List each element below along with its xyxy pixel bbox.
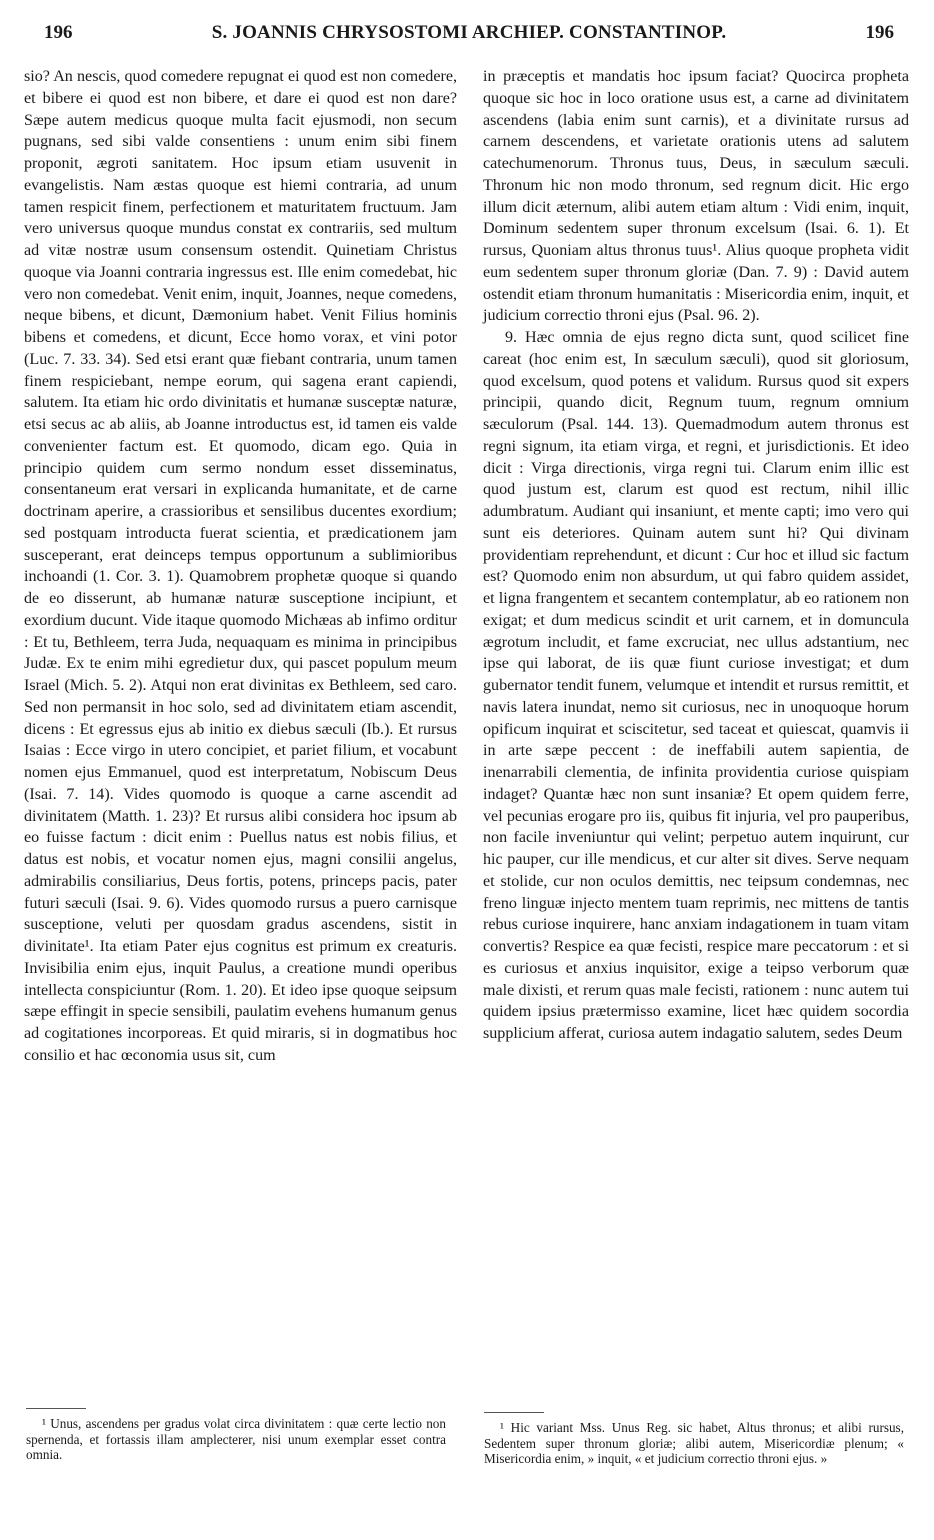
right-column-paragraph-2: 9. Hæc omnia de ejus regno dicta sunt, quod scilicet fine careat (hoc enim est, In sæculum sæculi), quod sit gloriosum, quod excelsum, quod potens et validum. Rursus quod sit expers principii, quando dicit, Regnum tuum, regnum omnium sæculorum (Psal. 144. 13). Quemadmodum autem thronus est regni signum, ita etiam virga, et regni, et jurisdictionis. Et ideo dicit : Virga directionis, virga regni tui. Clarum enim illic est quod justum est, clarum est quod est rectum, nihil illic adumbratum. Audiant qui insaniunt, et mente capti; imo vero qui sunt eis deteriores. Quinam autem sunt hi? Qui divinam providentiam reprehendunt, et dicunt : Cur hoc et illud sic factum est? Quomodo enim non absurdum, ut qui fabro quidem assidet, et ligna frangentem et secantem contemplatur, ab eo rationem non exigat; et dum medicus scindit et urit carnem, et in domuncula ægrotum includit, et fame excruciat, nec ullus adstantium, nec ipse qui laborat, de iis quæ fiunt curiose investigat; et dum gubernator tendit funem, velumque et intendit et rursus remittit, et navis latera inundat, nemo sit curiosus, nec in unoquoque horum opificum inquirat et sciscitetur, sed taceat et quiescat, quamvis ii in arte sæpe peccent : de ineffabili autem sapientia, de inenarrabili clementia, de infinita providentia curiose quispiam indaget? Quantæ hæc non sunt insaniæ? Et opem quidem ferre, vel pecunias erogare pro iis, quibus fit injuria, vel pro pauperibus, non facile inveniuntur qui velint; perpetuo autem inquirunt, cur hic pauper, cur ille mendicus, et cur alter sit dives. Serve nequam et stolide, cur non oculos demittis, nec teipsum condemnas, nec freno linguæ injecto mentem tuam reprimis, nec mittens de tantis rebus curiose inquirere, hanc anxiam indagationem in tuam vitam convertis? Respice ea quæ fecisti, respice mare peccatorum : et si es curiosus et anxius inquisitor, exige a teipso verborum quæ male dixisti, et rerum quas male fecisti, rationem : nunc autem tui quidem ipsius prætermisso examine, licet hæc quidem socordia supplicium afferat, curiosa autem indagatio salutem, sedes Deum: [483, 329, 909, 1042]
footnote-right: ¹ Hic variant Mss. Unus Reg. sic habet, Altus thronus; et alibi rursus, Sedentem super thronum gloriæ; alibi autem, Misericordiæ plenum; « Misericordia enim, » inquit, « et judicium correctio throni ejus. »: [484, 1420, 904, 1466]
running-title: S. JOANNIS CHRYSOSTOMI ARCHIEP. CONSTANTINOP.: [211, 22, 727, 43]
footnote-rule-left: [26, 1408, 86, 1409]
page-number-right: 196: [865, 22, 894, 43]
footnote-left: ¹ Unus, ascendens per gradus volat circa divinitatem : quæ certe lectio non spernenda, et fortassis illam amplecterer, nisi unum exemplar esset contra omnia.: [26, 1416, 446, 1462]
footnote-rule-right: [484, 1412, 544, 1413]
right-column: [483, 66, 909, 1045]
left-column: [24, 66, 457, 1067]
right-column-paragraph-1: in præceptis et mandatis hoc ipsum faciat? Quocirca propheta quoque sic hoc in loco oratione usus est, a carne ad divinitatem ascendens (labia enim sunt carnis), et a divinitate rursus ad carnem descendens, et varietate orationis utens ad salutem catechumenorum. Thronus tuus, Deus, in sæculum sæculi. Thronum hic non modo thronum, sed regnum dicit. Hic ergo illum dicit æternum, alibi autem etiam altum : Vidi enim, inquit, Dominum sedentem super thronum excelsum (Isai. 6. 1). Et rursus, Quoniam altus thronus tuus¹. Alius quoque propheta vidit eum sedentem super thronum gloriæ (Dan. 7. 9) : David autem ostendit etiam thronum humanitatis : Misericordia enim, inquit, et judicium correctio throni ejus (Psal. 96. 2).: [483, 68, 909, 325]
running-header: [44, 14, 894, 44]
page-number-left: 196: [44, 22, 73, 43]
left-column-text: sio? An nescis, quod comedere repugnat ei quod est non comedere, et bibere ei quod est non bibere, et dare ei quod est non dare? Sæpe autem medicus quoque multa facit ejusmodi, non secum pugnans, sed sibi valde consentiens : unum enim sibi finem proponit, ægroti sanitatem. Hoc ipsum etiam usuvenit in evangelistis. Nam æstas quoque est hiemi contraria, ad unum tamen respicit finem, perfectionem et maturitatem fructuum. Jam vero universus quoque mundus constat ex contrariis, sed multum ad vitæ nostræ usum consensum ostendit. Quinetiam Christus quoque via Joanni contraria ingressus est. Ille enim comedebat, hic vero non comedebat. Venit enim, inquit, Joannes, neque comedens, neque bibens, et dicunt, Dæmonium habet. Venit Filius hominis bibens et comedens, et dicunt, Ecce homo vorax, et vini potor (Luc. 7. 33. 34). Sed etsi erant quæ fiebant contraria, unum tamen finem respiciebant, nempe eorum, qui sagena erant capiendi, salutem. Ita etiam hic ordo divinitatis et humanæ susceptæ naturæ, etsi secus ac ab aliis, ab Joanne introductus est, id tamen eis valde convenienter factum est. Et quomodo, dicam ego. Quia in principio quidem cum sermo nondum esset disseminatus, consentaneum erat versari in explicanda humanitate, et de carne doctrinam aperire, a crassioribus et sensilibus ducentes exordium; sed postquam introducta fuerat scientia, et prædicationem jam susceperant, erat deinceps tempus opportunum a sublimioribus inchoandi (1. Cor. 3. 1). Quamobrem prophetæ quoque si quando de eo disserunt, ab humanæ naturæ susceptione incipiunt, et exordium ducunt. Vide itaque quomodo Michæas ab infimo orditur : Et tu, Bethleem, terra Juda, nequaquam es minima in principibus Judæ. Ex te enim mihi egredietur dux, qui pascet populum meum Israel (Mich. 5. 2). Atqui non erat divinitas ex Bethleem, sed caro. Sed non permansit in hoc solo, sed ad divinitatem etiam ascendit, dicens : Et egressus ejus ab initio ex diebus sæculi (Ib.). Et rursus Isaias : Ecce virgo in utero concipiet, et pariet filium, et vocabunt nomen ejus Emmanuel, quod est interpretatum, Nobiscum Deus (Isai. 7. 14). Vides quomodo is quoque a carne ascendit ad divinitatem (Matth. 1. 23)? Et rursus alibi considera hoc ipsum ab eo fuisse factum : dicit enim : Puellus natus est nobis filius, et datus est nobis, et vocatur nomen ejus, magni consilii angelus, admirabilis consiliarius, Deus fortis, potens, princeps pacis, pater futuri sæculi (Isai. 9. 6). Vides quomodo rursus a puero carnisque susceptione, veluti per quosdam gradus ascendens, sistit in divinitate¹. Ita etiam Pater ejus cognitus est primum ex creaturis. Invisibilia enim ejus, inquit Paulus, a creatione mundi operibus intellecta conspiciuntur (Rom. 1. 20). Et ideo ipse quoque seipsum sæpe effingit in specie sensibili, paulatim evehens humanum genus ad cogitationes incorporeas. Et quid miraris, si in dogmatibus hoc consilio et hac œconomia usus sit, cum: [24, 68, 457, 1064]
